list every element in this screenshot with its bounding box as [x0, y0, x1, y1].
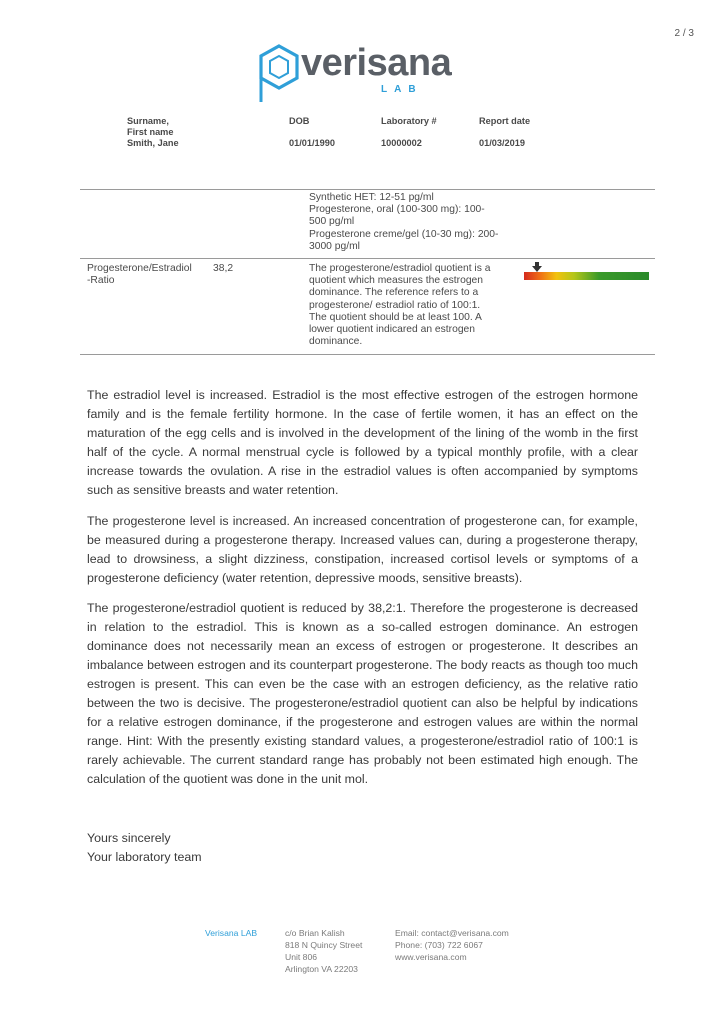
firstname-label: First name	[127, 127, 174, 137]
lab-number-label: Laboratory #	[381, 116, 437, 126]
footer-address	[285, 927, 362, 975]
ref-line: Progesterone creme/gel (10-30 mg): 200-	[309, 228, 499, 240]
ref-line: progesterone/ estradiol ratio of 100:1.	[309, 299, 481, 311]
ref-line: dominance.	[309, 336, 363, 348]
parameter-name-line: Progesterone/Estradiol	[87, 263, 192, 274]
closing-salutation: Yours sincerely	[87, 831, 171, 845]
address-line: Unit 806	[285, 952, 318, 962]
ref-line: dominance. The reference refers to a	[309, 287, 479, 299]
ref-line: 3000 pg/ml	[309, 240, 360, 252]
surname-label: Surname,	[127, 116, 169, 126]
footer-phone: Phone: (703) 722 6067	[395, 940, 483, 950]
footer-contact	[395, 927, 509, 963]
parameter-name	[87, 263, 207, 287]
progesterone-paragraph: The progesterone level is increased. An increased concentration of progesterone can, for example, be measured during a progesterone therapy. Increased values can, during a progesterone therapy, lead to drowsiness, a slight dizziness, constipation, increased cortisol levels or symptoms of a progesterone deficiency (water retention, depressive moods, sensitive breasts).	[87, 514, 638, 585]
dob-value: 01/01/1990	[289, 138, 335, 148]
parameter-reference	[309, 263, 519, 348]
ref-line: Progesterone, oral (100-300 mg): 100-	[309, 204, 485, 216]
patient-name: Smith, Jane	[127, 138, 179, 148]
arrow-down-icon	[531, 262, 543, 272]
address-line: 818 N Quincy Street	[285, 940, 363, 950]
footer-brand: Verisana LAB	[205, 928, 258, 938]
report-date-value: 01/03/2019	[479, 138, 525, 148]
parameter-name-line: -Ratio	[87, 275, 115, 287]
footer-website-link[interactable]: www.verisana.com	[395, 952, 467, 962]
closing-signature: Your laboratory team	[87, 850, 202, 864]
logo-lab-text: LAB	[381, 84, 423, 95]
result-gauge-bar	[524, 272, 649, 280]
table-top-rule	[80, 189, 655, 190]
ref-line: Synthetic HET: 12-51 pg/ml	[309, 192, 434, 203]
ref-line: The quotient should be at least 100. A	[309, 311, 482, 323]
footer-email[interactable]: Email: contact@verisana.com	[395, 928, 509, 938]
ref-line: quotient which measures the estrogen	[309, 275, 484, 287]
lab-number-value: 10000002	[381, 138, 422, 148]
address-line: c/o Brian Kalish	[285, 928, 345, 938]
hexagon-flask-icon	[253, 40, 305, 104]
quotient-paragraph: The progesterone/estradiol quotient is reduced by 38,2:1. Therefore the progesterone is decreased in relation to the estradiol. This is known as a so-called estrogen dominance. An estrogen dominance does not necessarily mean an excess of estrogen or progesterone. It describes an imbalance between estrogen and its counterpart progesterone. The body reacts as though too much estrogen is present. This can even be the case with an estrogen deficiency, as the relative ratio between the two is decisive. The progesterone/estradiol quotient can also be helpful by indications for a relative estrogen dominance, if the progesterone and estrogen values are within the normal range. Hint: With the presently existing standard values, a progesterone/estradiol ratio of 100:1 is rarely achievable. The current standard range has probably not been estimated high enough. The calculation of the quotient was done in the unit mol.	[87, 601, 638, 786]
table-row-rule	[80, 258, 655, 259]
ref-line: The progesterone/estradiol quotient is a	[309, 263, 491, 274]
ref-line: 500 pg/ml	[309, 216, 355, 228]
page-number: 2 / 3	[674, 28, 694, 39]
estradiol-paragraph: The estradiol level is increased. Estradiol is the most effective estrogen of the estrogen hormone family and is the female fertility hormone. In the case of fertile women, it has an effect on the maturation of the egg cells and is involved in the development of the lining of the womb in the first half of the cycle. A normal menstrual cycle is followed by a typical monthly profile, with a clear increase towards the ovulation. A rise in the estradiol values is often accompanied by symptoms such as sensitive breasts and water retention.	[87, 388, 638, 497]
address-line: Arlington VA 22203	[285, 964, 358, 974]
parameter-value: 38,2	[213, 263, 234, 274]
report-date-label: Report date	[479, 116, 531, 126]
verisana-logo	[253, 40, 463, 104]
table-bottom-rule	[80, 354, 655, 355]
dob-label: DOB	[289, 116, 310, 126]
logo-wordmark: verisana	[301, 42, 452, 84]
reference-continued	[309, 192, 519, 253]
ref-line: lower quotient indicared an estrogen	[309, 324, 476, 336]
